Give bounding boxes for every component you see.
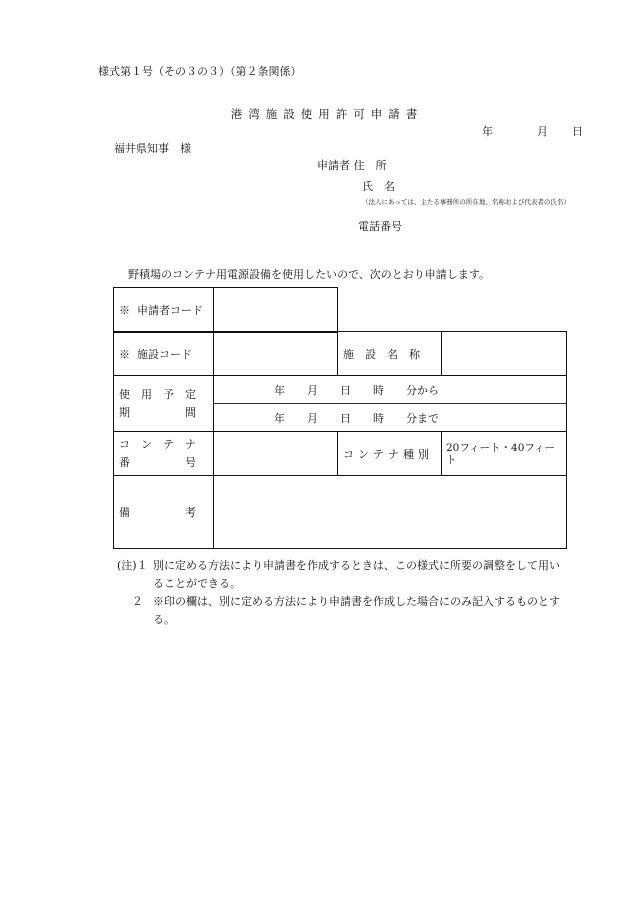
facility-code-label: 施設コード — [137, 347, 192, 361]
note-item — [117, 557, 567, 593]
container-label-line-1: コ ン テ ナ — [119, 437, 196, 451]
period-label-cell — [114, 376, 214, 432]
note-text: ※印の欄は、別に定める方法により申請書を作成した場合にのみ記入するものとする。 — [153, 595, 560, 626]
date-year: 年 — [482, 125, 493, 138]
period-label-line-2: 期 間 — [119, 405, 196, 419]
period-label-line-1: 使 用 予 定 — [119, 387, 196, 401]
applicant-address-label: 申請者 住 所 — [317, 159, 387, 172]
application-table — [113, 331, 567, 549]
facility-code-field[interactable] — [214, 332, 338, 376]
applicant-name-label: 氏 名 — [362, 180, 395, 193]
date-month: 月 — [537, 125, 548, 138]
facility-name-field[interactable] — [442, 332, 567, 376]
container-number-field[interactable] — [214, 432, 338, 476]
note-number: ２ — [132, 595, 143, 608]
applicant-code-table — [113, 287, 338, 333]
applicant-code-label: 申請者コード — [137, 304, 203, 317]
period-to-field[interactable] — [214, 404, 567, 432]
container-number-label-cell — [114, 432, 214, 476]
notes-prefix: (注) — [117, 559, 137, 572]
note-number: １ — [136, 559, 148, 572]
applicant-code-label-cell — [114, 288, 214, 333]
form-number: 様式第１号（その３の３）（第２条関係） — [98, 65, 302, 78]
asterisk-mark: ※ — [119, 347, 130, 361]
notes-section — [117, 557, 567, 629]
asterisk-mark: ※ — [119, 304, 130, 317]
period-from-text: 年 月 日 時 分から — [274, 383, 439, 397]
applicant-code-field[interactable] — [214, 288, 338, 333]
corporate-note: （法人にあっては、主たる事務所の所在地、名称および代表者の氏名） — [362, 198, 570, 206]
remarks-field[interactable] — [214, 476, 567, 549]
container-type-label: コンテナ種別 — [338, 432, 442, 476]
intro-text: 野積場のコンテナ用電源設備を使用したいので、次のとおり申請します。 — [128, 268, 490, 281]
phone-label: 電話番号 — [358, 220, 402, 233]
date-line — [482, 123, 583, 139]
container-type-field[interactable] — [442, 432, 567, 476]
container-label-line-2: 番 号 — [119, 455, 196, 469]
note-text: 別に定める方法により申請書を作成するときは、この様式に所要の調整をして用いることができる。 — [153, 559, 560, 590]
period-from-field[interactable] — [214, 376, 567, 404]
date-day: 日 — [572, 125, 583, 138]
note-item — [117, 593, 567, 629]
addressee: 福井県知事 様 — [114, 142, 191, 155]
remarks-label: 備 考 — [114, 476, 214, 549]
document-title: 港湾施設使用許可申請書 — [230, 107, 424, 121]
period-to-text: 年 月 日 時 分まで — [274, 411, 439, 425]
facility-code-label-cell — [114, 332, 214, 376]
container-type-value: 20フィート・40フィート — [446, 441, 556, 466]
facility-name-label: 施 設 名 称 — [338, 332, 442, 376]
